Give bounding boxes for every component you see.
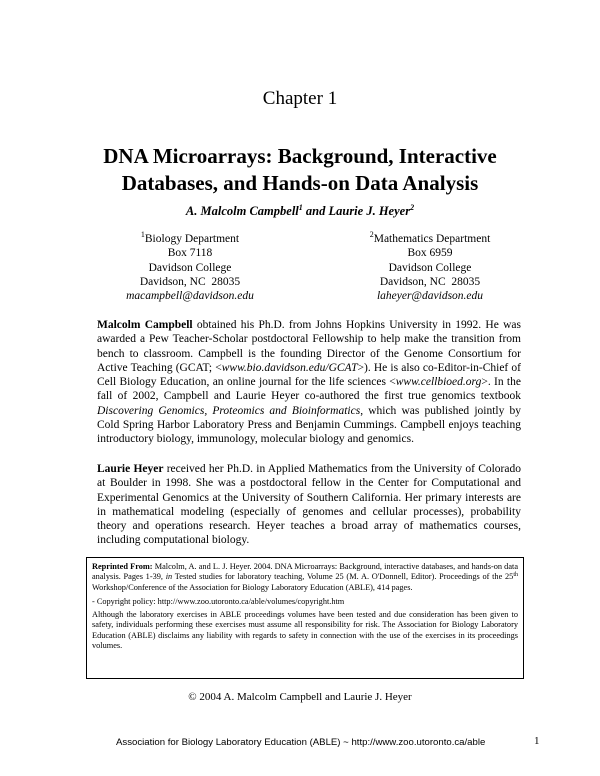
citation-text: Tested studies for laboratory teaching, Volume 25 (M. A. O'Donnell, Editor). Proceedings of the 25 (172, 572, 514, 582)
author-line (0, 204, 600, 219)
citation (92, 562, 518, 593)
affiliation-2 (330, 232, 530, 303)
author-conjunction: and (305, 204, 326, 218)
chapter-label: Chapter 1 (262, 88, 338, 109)
affiliation-college: Davidson College (388, 261, 472, 274)
affiliation-1 (90, 232, 290, 303)
reprint-label: Reprinted From: (92, 562, 153, 571)
citation-text: Malcolm, A. and L. J. Heyer. 2004. DNA Microarrays: Background, interactive databases, and hands-on data analysis. Pages 1-39, (92, 562, 518, 582)
bio-text: obtained his Ph.D. from Johns Hopkins University in 1992. He was awarded a Pew Teacher-Scholar postdoctoral Fellowship to help make the transition from bench to classroom. Campbell is the founding Director of the Genome Consortium for Active Teaching (GCAT; < (97, 319, 521, 374)
bio-name: Laurie Heyer (97, 463, 164, 475)
safety-disclaimer: Although the laboratory exercises in ABLE proceedings volumes have been tested and due consideration has been given to safety, individuals performing these exercises must assume all responsibility for risk. The Association for Biology Laboratory Education (ABLE) disclaims any liability with regards to safety in connection with the use of the exercises in its proceedings volumes. (92, 610, 518, 651)
journal-url: www.cellbioed.org (395, 376, 482, 389)
copyright-policy: - Copyright policy: http://www.zoo.utoronto.ca/able/volumes/copyright.htm (92, 596, 345, 606)
author-1-mark: 1 (298, 203, 303, 212)
citation-sup: th (513, 572, 518, 579)
chapter-title: DNA Microarrays: Background, Interactive Databases, and Hands-on Data Analysis (103, 144, 497, 195)
author-2: Laurie J. Heyer (328, 204, 411, 218)
book-title: Discovering Genomics, Proteomics and Bioinformatics (97, 404, 361, 417)
affiliation-dept: Mathematics Department (373, 233, 491, 245)
affiliation-email: macampbell@davidson.edu (126, 290, 254, 303)
copyright-line: © 2004 A. Malcolm Campbell and Laurie J. Heyer (188, 691, 412, 703)
gcat-url: www.bio.davidson.edu/GCAT (221, 361, 358, 374)
bio-campbell (97, 318, 521, 447)
bio-text: >. In the fall of 2002, Campbell and Laurie Heyer co-authored the first true genomics textbook (97, 376, 521, 403)
affiliation-mark: 1 (140, 230, 145, 239)
citation-in: in (165, 572, 173, 582)
bio-heyer (97, 462, 521, 548)
page-footer: Association for Biology Laboratory Education (ABLE) ~ http://www.zoo.utoronto.ca/able (116, 737, 486, 748)
bio-text: >). He is also co-Editor-in-Chief of Cell Biology Education, an online journal for the life sciences < (97, 361, 521, 389)
bio-text: received her Ph.D. in Applied Mathematics from the University of Colorado at Boulder in 1998. She was a postdoctoral fellow in the Center for Computational and Experimental Genomics at the University of Southern California. Her primary interests are in mathematical modeling (especially of genomes and cellular processes), probability theory and operations research. Heyer teaches a broad array of mathematics courses, including computational biology. (97, 463, 521, 547)
affiliation-email: laheyer@davidson.edu (376, 290, 484, 303)
author-2-mark: 2 (410, 203, 415, 212)
affiliation-mark: 2 (369, 230, 374, 239)
author-1: A. Malcolm Campbell (185, 204, 299, 218)
affiliation-city: Davidson, NC 28035 (139, 275, 241, 288)
affiliation-dept: Biology Department (144, 233, 240, 245)
reprint-box (86, 557, 524, 679)
affiliation-college: Davidson College (148, 261, 232, 274)
bio-text: , which was published jointly by Cold Spring Harbor Laboratory Press and Benjamin Cummings. Campbell enjoys teaching introductory biology, immunology, molecular biology and genomics. (97, 404, 521, 446)
bio-name: Malcolm Campbell (97, 319, 193, 331)
affiliation-box: Box 6959 (407, 247, 453, 260)
citation-text: Workshop/Conference of the Association for Biology Laboratory Education (ABLE), 414 pages. (92, 582, 413, 592)
affiliation-city: Davidson, NC 28035 (379, 275, 481, 288)
page-number: 1 (534, 735, 540, 747)
affiliation-box: Box 7118 (167, 247, 213, 260)
